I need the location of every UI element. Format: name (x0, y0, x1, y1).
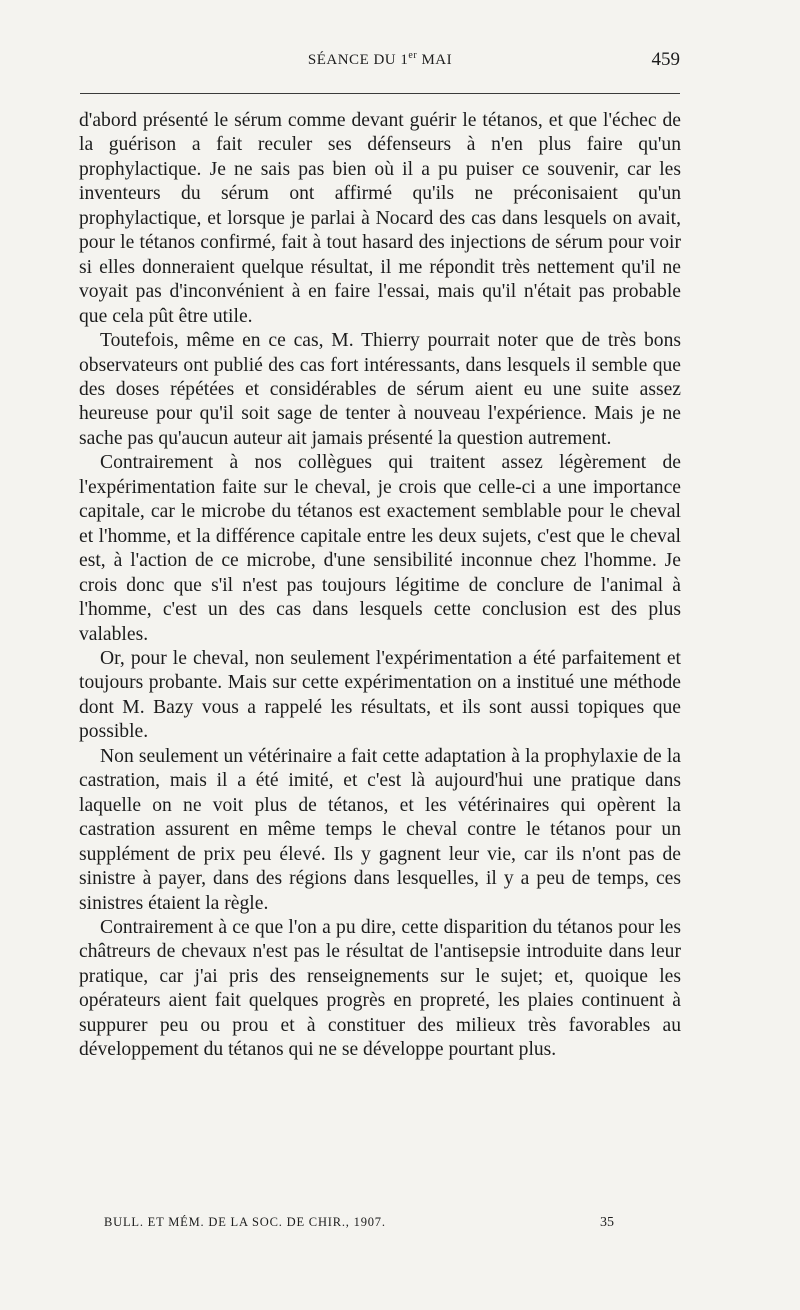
signature-number: 35 (600, 1215, 614, 1230)
page-number: 459 (651, 49, 680, 70)
paragraph: Contrairement à nos collègues qui traitent assez légèrement de l'expérimentation faite sur le cheval, je crois que celle-ci a une importance capitale, car le microbe du tétanos est exactement semblable pour le cheval et l'homme, et la différence capitale entre les deux sujets, c'est que le cheval est, à l'action de ce microbe, d'une sensibilité inconnue chez l'homme. Je crois donc que s'il n'est pas toujours légitime de conclure de l'animal à l'homme, c'est un des cas dans lesquels cette conclusion est des plus valables. (79, 452, 681, 645)
paragraph: Toutefois, même en ce cas, M. Thierry pourrait noter que de très bons observateurs ont publié des cas fort intéressants, dans lesquels il semble que des doses répétées et considérables de sérum aient eu une suite assez heureuse pour qu'il soit sage de tenter à nouveau l'expérience. Mais je ne sache pas qu'aucun auteur ait jamais présenté la question autrement. (79, 330, 681, 449)
running-head (80, 50, 680, 72)
paragraph: d'abord présenté le sérum comme devant guérir le tétanos, et que l'échec de la guérison a fait reculer ses défenseurs à n'en plus faire qu'un prophylactique. Je ne sais pas bien où il a pu puiser ce souvenir, car les inventeurs du sérum ont affirmé qu'ils ne préconisaient qu'un prophylactique, et lorsque je parlai à Nocard des cas dans lesquels on avait, pour le tétanos confirmé, fait à tout hasard des injections de sérum pour voir si elles donneraient quelque résultat, il me répondit très nettement qu'il ne voyait pas d'inconvénient à en faire l'essai, mais qu'il n'était pas probable que cela pût être utile. (79, 110, 681, 327)
body-text (79, 109, 681, 1063)
paragraph: Or, pour le cheval, non seulement l'expérimentation a été parfaitement et toujours probante. Mais sur cette expérimentation on a institué une méthode dont M. Bazy vous a rappelé les résultats, et ils sont aussi topiques que possible. (79, 647, 681, 743)
journal-reference: BULL. ET MÉM. DE LA SOC. DE CHIR., 1907. (104, 1215, 386, 1229)
paragraph: Contrairement à ce que l'on a pu dire, cette disparition du tétanos pour les châtreurs de chevaux n'est pas le résultat de l'antisepsie introduite dans leur pratique, car j'ai pris des renseignements sur le sujet; et, quoique les opérateurs aient fait quelques progrès en propreté, les plaies continuent à suppurer peu ou prou et à constituer des milieux très favorables au développement du tétanos qui ne se développe pourtant plus. (79, 916, 681, 1061)
running-title: SÉANCE DU 1er MAI (307, 50, 453, 68)
header-divider (80, 93, 680, 94)
signature-line (104, 1215, 614, 1235)
ordinal-suffix: er (408, 50, 418, 61)
paragraph: Non seulement un vétérinaire a fait cette adaptation à la prophylaxie de la castration, mais il a été imité, et c'est là aujourd'hui une pratique dans laquelle on ne voit plus de tétanos, et les vétérinaires qui opèrent la castration assurent en même temps le cheval contre le tétanos pour un supplément de prix peu élevé. Ils y gagnent leur vie, car ils n'ont pas de sinistre à payer, dans des régions dans lesquelles, il y a peu de temps, ces sinistres étaient la règle. (79, 745, 681, 914)
